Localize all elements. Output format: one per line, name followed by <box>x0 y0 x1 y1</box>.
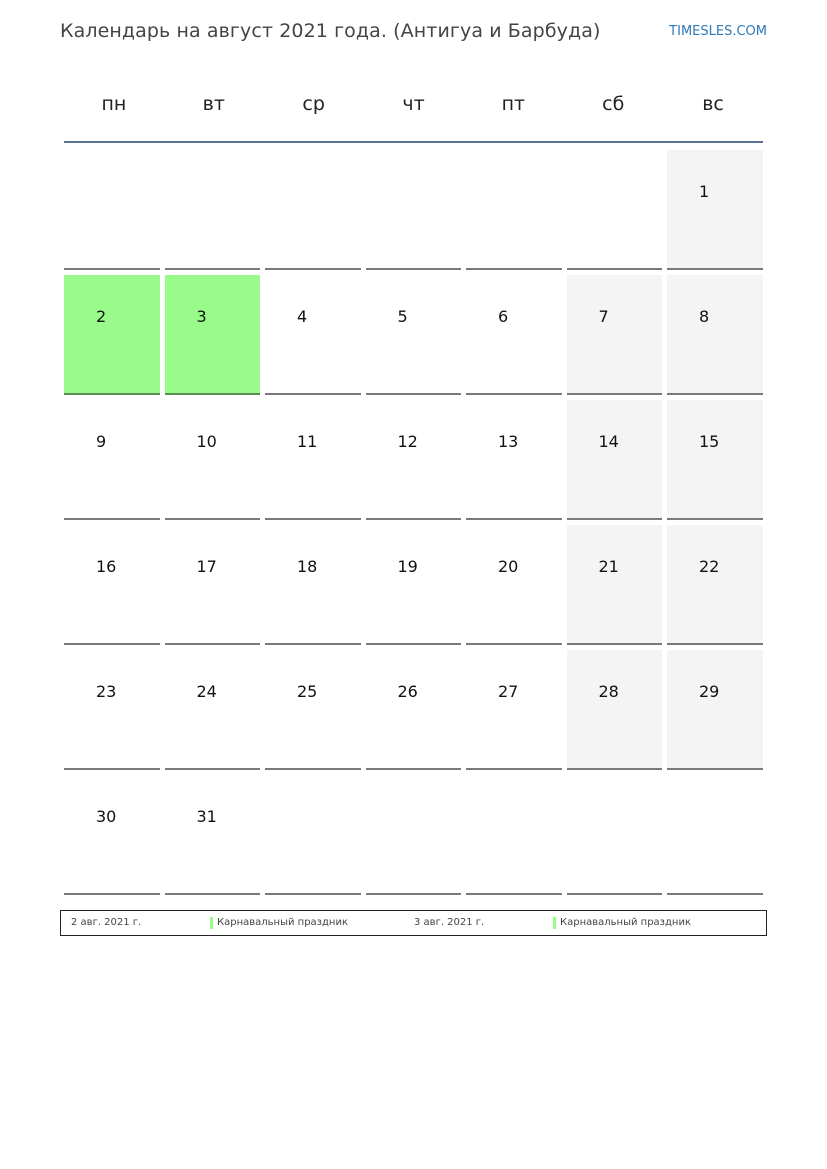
calendar-day-cell[interactable] <box>366 525 462 645</box>
calendar-day-cell[interactable] <box>64 650 160 770</box>
day-number: 6 <box>498 307 509 326</box>
day-number: 1 <box>699 182 710 201</box>
calendar-day-cell[interactable] <box>265 400 361 520</box>
calendar-day-cell[interactable] <box>466 525 562 645</box>
calendar-day-cell[interactable] <box>64 275 160 395</box>
day-number: 4 <box>297 307 308 326</box>
day-number: 31 <box>196 807 217 826</box>
calendar-day-cell[interactable] <box>567 400 663 520</box>
calendar-day-cell[interactable] <box>366 275 462 395</box>
day-number: 5 <box>397 307 408 326</box>
calendar-empty-cell <box>265 775 361 895</box>
calendar-day-cell[interactable] <box>667 150 763 270</box>
calendar-day-cell[interactable] <box>567 525 663 645</box>
day-number: 7 <box>598 307 609 326</box>
calendar-day-cell[interactable] <box>165 650 261 770</box>
calendar-day-cell[interactable] <box>165 400 261 520</box>
day-number: 16 <box>96 557 117 576</box>
weekday-label: пн <box>101 93 127 115</box>
day-number: 11 <box>297 432 318 451</box>
calendar-day-cell[interactable] <box>667 400 763 520</box>
weekday-label: сб <box>602 93 625 115</box>
page-title: Календарь на август 2021 года. (Антигуа и Барбуда) <box>60 20 601 42</box>
brand-link[interactable]: TIMESLES.COM <box>669 24 767 39</box>
legend-holiday-name: Карнавальный праздник <box>217 917 348 928</box>
calendar-day-cell[interactable] <box>64 400 160 520</box>
calendar-day-cell[interactable] <box>667 650 763 770</box>
weekday-label: вс <box>702 93 724 115</box>
day-number: 24 <box>196 682 217 701</box>
day-number: 13 <box>498 432 519 451</box>
day-number: 20 <box>498 557 519 576</box>
calendar-empty-cell <box>466 150 562 270</box>
calendar-day-cell[interactable] <box>567 275 663 395</box>
day-number: 28 <box>598 682 619 701</box>
header-divider <box>64 141 763 143</box>
day-number: 2 <box>96 307 107 326</box>
calendar-day-cell[interactable] <box>64 525 160 645</box>
calendar-day-cell[interactable] <box>165 275 261 395</box>
weekday-label: чт <box>402 93 425 115</box>
calendar-empty-cell <box>567 775 663 895</box>
day-number: 17 <box>196 557 217 576</box>
day-number: 23 <box>96 682 117 701</box>
calendar-day-cell[interactable] <box>366 400 462 520</box>
legend-swatch <box>210 917 213 929</box>
day-number: 12 <box>397 432 418 451</box>
calendar-day-cell[interactable] <box>466 275 562 395</box>
day-number: 9 <box>96 432 107 451</box>
calendar-day-cell[interactable] <box>165 525 261 645</box>
weekday-label: ср <box>302 93 325 115</box>
day-number: 14 <box>598 432 619 451</box>
day-number: 27 <box>498 682 519 701</box>
weekday-label: вт <box>202 93 225 115</box>
day-number: 26 <box>397 682 418 701</box>
calendar-day-cell[interactable] <box>265 275 361 395</box>
day-number: 21 <box>598 557 619 576</box>
calendar-day-cell[interactable] <box>265 525 361 645</box>
legend-swatch <box>553 917 556 929</box>
day-number: 29 <box>699 682 720 701</box>
calendar-empty-cell <box>165 150 261 270</box>
day-number: 30 <box>96 807 117 826</box>
legend-date: 2 авг. 2021 г. <box>71 917 142 928</box>
holiday-legend <box>60 910 767 936</box>
calendar-empty-cell <box>667 775 763 895</box>
calendar-day-cell[interactable] <box>366 650 462 770</box>
day-number: 22 <box>699 557 720 576</box>
day-number: 15 <box>699 432 720 451</box>
day-number: 8 <box>699 307 710 326</box>
calendar-empty-cell <box>265 150 361 270</box>
day-number: 19 <box>397 557 418 576</box>
calendar-grid <box>64 150 764 895</box>
calendar-day-cell[interactable] <box>466 400 562 520</box>
calendar-empty-cell <box>64 150 160 270</box>
day-number: 10 <box>196 432 217 451</box>
weekday-header <box>64 90 763 120</box>
day-number: 25 <box>297 682 318 701</box>
legend-holiday-name: Карнавальный праздник <box>560 917 691 928</box>
calendar-empty-cell <box>366 150 462 270</box>
calendar-day-cell[interactable] <box>667 275 763 395</box>
calendar-day-cell[interactable] <box>667 525 763 645</box>
calendar-day-cell[interactable] <box>265 650 361 770</box>
weekday-label: пт <box>501 93 526 115</box>
day-number: 3 <box>196 307 207 326</box>
calendar-day-cell[interactable] <box>64 775 160 895</box>
calendar-empty-cell <box>366 775 462 895</box>
calendar-day-cell[interactable] <box>466 650 562 770</box>
calendar-day-cell[interactable] <box>567 650 663 770</box>
calendar-day-cell[interactable] <box>165 775 261 895</box>
legend-date: 3 авг. 2021 г. <box>414 917 485 928</box>
calendar-empty-cell <box>567 150 663 270</box>
day-number: 18 <box>297 557 318 576</box>
calendar-empty-cell <box>466 775 562 895</box>
